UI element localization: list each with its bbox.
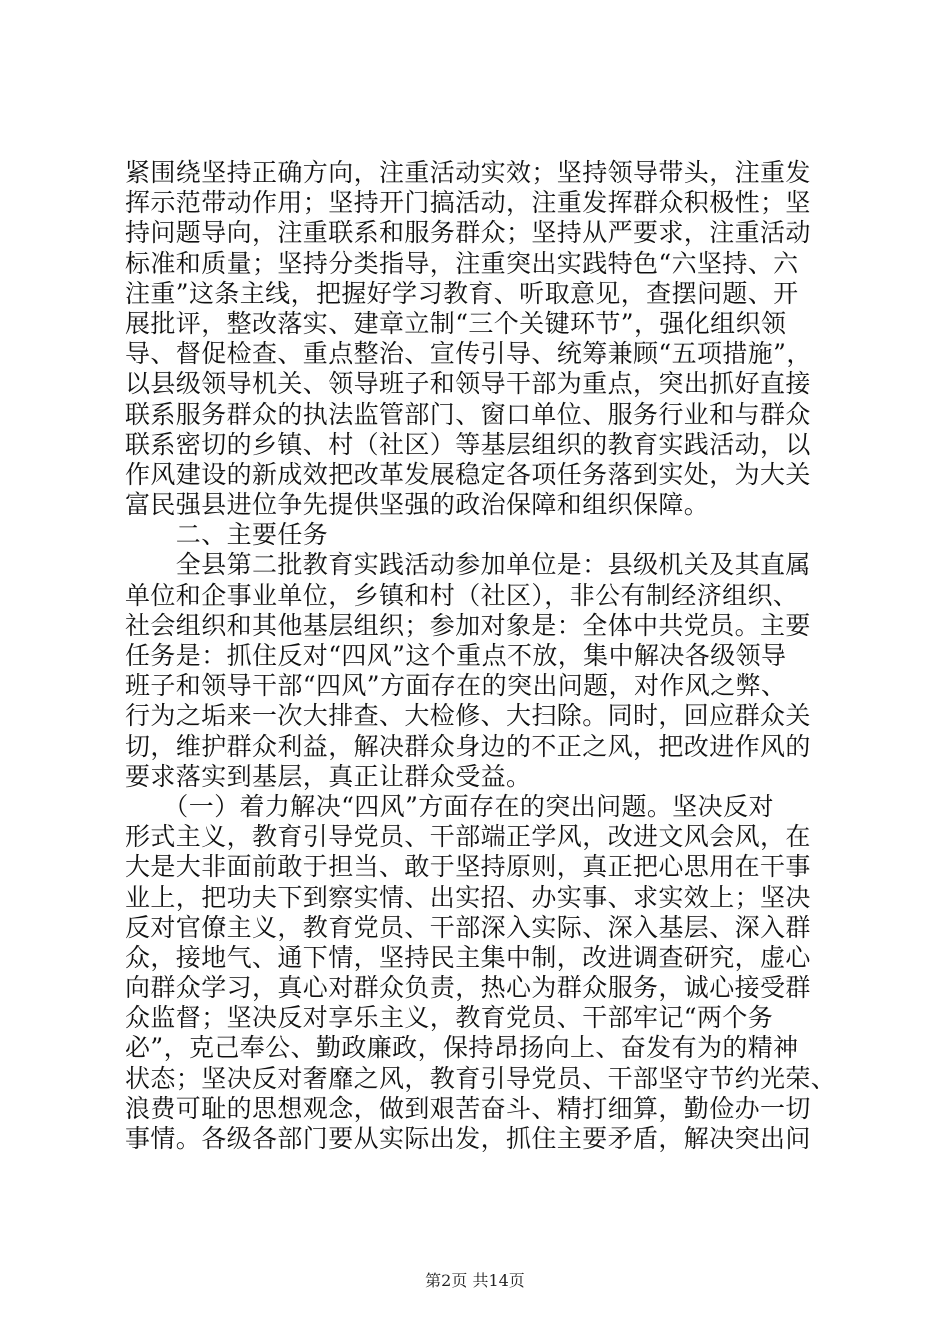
text-line: 必”，克己奉公、勤政廉政，保持昂扬向上、奋发有为的精神 — [125, 1033, 799, 1063]
text-line: 挥示范带动作用；坚持开门搞活动，注重发挥群众积极性；坚 — [125, 188, 811, 218]
text-line: 浪费可耻的思想观念，做到艰苦奋斗、精打细算，勤俭办一切 — [125, 1093, 811, 1123]
page-number-footer: 第2页 共14页 — [425, 1271, 525, 1290]
text-line: 作风建设的新成效把改革发展稳定各项任务落到实处，为大关 — [125, 459, 811, 489]
text-line: 众监督；坚决反对享乐主义，教育党员、干部牢记“两个务 — [125, 1003, 774, 1033]
text-line: 大是大非面前敢于担当、敢于坚持原则，真正把心思用在干事 — [125, 852, 811, 882]
text-line: 班子和领导干部“四风”方面存在的突出问题，对作风之弊、 — [125, 671, 787, 701]
text-line: 状态；坚决反对奢靡之风，教育引导党员、干部坚守节约光荣、 — [125, 1063, 837, 1093]
text-line: 社会组织和其他基层组织；参加对象是：全体中共党员。主要 — [125, 610, 811, 640]
text-line: 要求落实到基层，真正让群众受益。 — [125, 761, 532, 791]
text-line: 单位和企事业单位，乡镇和村（社区），非公有制经济组织、 — [125, 580, 799, 610]
text-line: 联系服务群众的执法监管部门、窗口单位、服务行业和与群众 — [125, 399, 811, 429]
text-line: 导、督促检查、重点整治、宣传引导、统筹兼顾“五项措施”， — [125, 339, 812, 369]
text-line: 以县级领导机关、领导班子和领导干部为重点，突出抓好直接 — [125, 369, 811, 399]
text-line: （一）着力解决“四风”方面存在的突出问题。坚决反对 — [125, 791, 774, 821]
text-line: 业上，把功夫下到察实情、出实招、办实事、求实效上；坚决 — [125, 882, 811, 912]
text-line: 注重”这条主线，把握好学习教育、听取意见，查摆问题、开 — [125, 278, 799, 308]
text-line: 任务是：抓住反对“四风”这个重点不放，集中解决各级领导 — [125, 641, 787, 670]
text-line: 紧围绕坚持正确方向，注重活动实效；坚持领导带头，注重发 — [125, 158, 811, 187]
text-line: 反对官僚主义，教育党员、干部深入实际、深入基层、深入群 — [125, 912, 811, 942]
text-line: 二、主要任务 — [125, 520, 329, 550]
document-body — [125, 158, 845, 1154]
text-line: 形式主义，教育引导党员、干部端正学风，改进文风会风，在 — [125, 822, 811, 852]
text-line: 事情。各级各部门要从实际出发，抓住主要矛盾，解决突出问 — [125, 1124, 811, 1153]
text-line: 标准和质量；坚持分类指导，注重突出实践特色“六坚持、六 — [125, 248, 799, 278]
text-line: 展批评，整改落实、建章立制“三个关键环节”，强化组织领 — [125, 308, 787, 338]
text-line: 富民强县进位争先提供坚强的政治保障和组织保障。 — [125, 490, 710, 520]
text-line: 全县第二批教育实践活动参加单位是：县级机关及其直属 — [125, 550, 811, 580]
text-line: 行为之垢来一次大排查、大检修、大扫除。同时，回应群众关 — [125, 701, 811, 731]
text-line: 切，维护群众利益，解决群众身边的不正之风，把改进作风的 — [125, 731, 811, 761]
text-line: 持问题导向，注重联系和服务群众；坚持从严要求，注重活动 — [125, 218, 811, 248]
text-line: 联系密切的乡镇、村（社区）等基层组织的教育实践活动，以 — [125, 429, 811, 459]
text-line: 向群众学习，真心对群众负责，热心为群众服务，诚心接受群 — [125, 973, 811, 1003]
text-line: 众，接地气、通下情，坚持民主集中制，改进调查研究，虚心 — [125, 942, 811, 972]
